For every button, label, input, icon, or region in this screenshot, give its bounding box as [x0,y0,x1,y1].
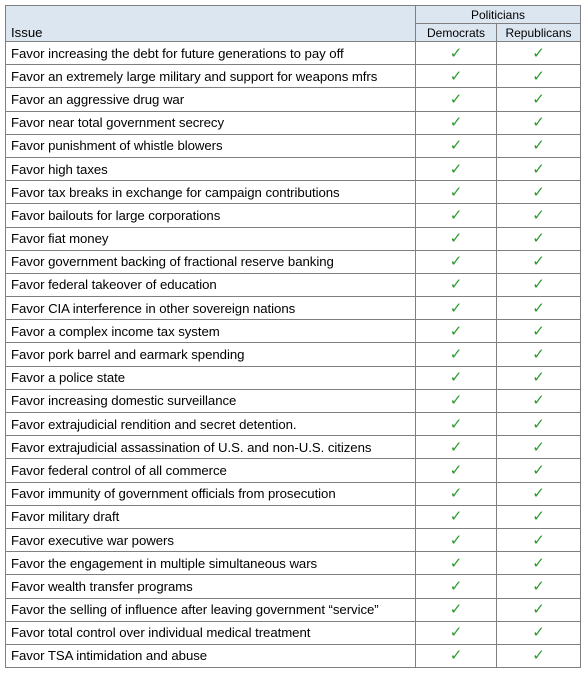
check-mark-icon: ✓ [449,460,463,479]
check-mark-icon: ✓ [449,205,463,224]
democrats-cell [416,65,497,88]
democrats-cell [416,181,497,204]
check-mark-icon: ✓ [532,229,545,248]
table-row [6,343,581,366]
table-row [6,621,581,644]
democrats-cell [416,436,497,459]
democrats-cell [416,157,497,180]
check-mark-icon: ✓ [449,553,463,572]
check-mark-icon: ✓ [532,391,545,410]
check-mark-icon: ✓ [449,507,463,526]
table-row [6,250,581,273]
republicans-cell [497,552,581,575]
check-mark-icon: ✓ [532,646,545,665]
democrats-cell [416,204,497,227]
republicans-cell [497,42,581,65]
table-row [6,297,581,320]
table-row [6,528,581,551]
check-mark-icon: ✓ [449,600,463,619]
democrats-cell [416,528,497,551]
democrats-cell [416,482,497,505]
check-mark-icon: ✓ [449,275,463,294]
republicans-cell [497,111,581,134]
democrats-cell [416,575,497,598]
democrats-cell [416,42,497,65]
check-mark-icon: ✓ [532,136,545,155]
check-mark-icon: ✓ [449,345,463,364]
issue-cell: Favor the engagement in multiple simultaneous wars [6,552,416,575]
table-row [6,436,581,459]
issue-cell: Favor fiat money [6,227,416,250]
table-row [6,157,581,180]
table-row [6,366,581,389]
republicans-cell [497,389,581,412]
republicans-cell [497,134,581,157]
check-mark-icon: ✓ [449,298,463,317]
issue-cell: Favor total control over individual medical treatment [6,621,416,644]
check-mark-icon: ✓ [449,437,463,456]
democrats-column-header: Democrats [416,24,497,42]
check-mark-icon: ✓ [449,113,463,132]
democrats-cell [416,320,497,343]
issues-table-container [5,5,580,668]
table-row [6,505,581,528]
check-mark-icon: ✓ [449,321,463,340]
issue-cell: Favor an extremely large military and support for weapons mfrs [6,65,416,88]
check-mark-icon: ✓ [532,345,545,364]
table-row [6,575,581,598]
issue-cell: Favor an aggressive drug war [6,88,416,111]
check-mark-icon: ✓ [532,321,545,340]
check-mark-icon: ✓ [449,576,463,595]
democrats-cell [416,111,497,134]
issue-cell: Favor punishment of whistle blowers [6,134,416,157]
republicans-cell [497,227,581,250]
table-row [6,42,581,65]
republicans-cell [497,297,581,320]
republicans-cell [497,273,581,296]
issue-cell: Favor federal control of all commerce [6,459,416,482]
table-row [6,273,581,296]
check-mark-icon: ✓ [449,414,463,433]
republicans-cell [497,157,581,180]
issue-cell: Favor federal takeover of education [6,273,416,296]
table-row [6,320,581,343]
issue-cell: Favor extrajudicial rendition and secret detention. [6,413,416,436]
republicans-cell [497,621,581,644]
table-row [6,65,581,88]
republicans-cell [497,505,581,528]
democrats-cell [416,505,497,528]
issue-cell: Favor a police state [6,366,416,389]
issue-cell: Favor CIA interference in other sovereign nations [6,297,416,320]
table-row [6,88,581,111]
republicans-cell [497,528,581,551]
check-mark-icon: ✓ [532,66,545,85]
check-mark-icon: ✓ [532,43,545,62]
democrats-cell [416,227,497,250]
republicans-cell [497,65,581,88]
democrats-cell [416,621,497,644]
check-mark-icon: ✓ [449,43,463,62]
democrats-cell [416,273,497,296]
republicans-cell [497,482,581,505]
check-mark-icon: ✓ [532,484,545,503]
democrats-cell [416,389,497,412]
table-row [6,644,581,667]
democrats-cell [416,250,497,273]
issue-column-header: Issue [6,6,416,42]
democrats-cell [416,413,497,436]
issue-cell: Favor military draft [6,505,416,528]
democrats-cell [416,297,497,320]
check-mark-icon: ✓ [532,553,545,572]
check-mark-icon: ✓ [532,205,545,224]
check-mark-icon: ✓ [449,484,463,503]
table-row [6,459,581,482]
republicans-cell [497,250,581,273]
check-mark-icon: ✓ [449,391,463,410]
democrats-cell [416,552,497,575]
check-mark-icon: ✓ [532,252,545,271]
check-mark-icon: ✓ [532,182,545,201]
democrats-cell [416,343,497,366]
check-mark-icon: ✓ [449,136,463,155]
issue-cell: Favor TSA intimidation and abuse [6,644,416,667]
table-row [6,482,581,505]
check-mark-icon: ✓ [449,646,463,665]
check-mark-icon: ✓ [449,623,463,642]
issue-cell: Favor executive war powers [6,528,416,551]
table-row [6,598,581,621]
republicans-cell [497,88,581,111]
issues-table [5,5,581,668]
check-mark-icon: ✓ [532,275,545,294]
check-mark-icon: ✓ [449,89,463,108]
table-row [6,413,581,436]
check-mark-icon: ✓ [532,89,545,108]
check-mark-icon: ✓ [532,530,545,549]
issue-cell: Favor wealth transfer programs [6,575,416,598]
republicans-column-header: Republicans [497,24,581,42]
check-mark-icon: ✓ [532,159,545,178]
check-mark-icon: ✓ [532,437,545,456]
republicans-cell [497,181,581,204]
republicans-cell [497,644,581,667]
issues-table-body [6,42,581,668]
issue-cell: Favor a complex income tax system [6,320,416,343]
democrats-cell [416,598,497,621]
democrats-cell [416,134,497,157]
issue-cell: Favor tax breaks in exchange for campaign contributions [6,181,416,204]
democrats-cell [416,644,497,667]
issue-cell: Favor increasing domestic surveillance [6,389,416,412]
issue-cell: Favor the selling of influence after leaving government “service” [6,598,416,621]
check-mark-icon: ✓ [532,600,545,619]
issue-cell: Favor government backing of fractional reserve banking [6,250,416,273]
republicans-cell [497,204,581,227]
check-mark-icon: ✓ [532,623,545,642]
republicans-cell [497,320,581,343]
table-row [6,204,581,227]
democrats-cell [416,459,497,482]
check-mark-icon: ✓ [532,414,545,433]
issue-cell: Favor immunity of government officials from prosecution [6,482,416,505]
republicans-cell [497,459,581,482]
republicans-cell [497,575,581,598]
issue-cell: Favor extrajudicial assassination of U.S. and non-U.S. citizens [6,436,416,459]
politicians-group-header: Politicians [416,6,581,24]
table-row [6,552,581,575]
republicans-cell [497,436,581,459]
table-row [6,181,581,204]
republicans-cell [497,366,581,389]
check-mark-icon: ✓ [449,252,463,271]
republicans-cell [497,343,581,366]
check-mark-icon: ✓ [532,507,545,526]
issue-cell: Favor pork barrel and earmark spending [6,343,416,366]
check-mark-icon: ✓ [449,66,463,85]
table-row [6,389,581,412]
republicans-cell [497,413,581,436]
check-mark-icon: ✓ [532,368,545,387]
issue-cell: Favor bailouts for large corporations [6,204,416,227]
table-row [6,227,581,250]
democrats-cell [416,88,497,111]
issue-cell: Favor increasing the debt for future generations to pay off [6,42,416,65]
democrats-cell [416,366,497,389]
issue-cell: Favor high taxes [6,157,416,180]
check-mark-icon: ✓ [449,159,463,178]
issue-cell: Favor near total government secrecy [6,111,416,134]
table-row [6,134,581,157]
check-mark-icon: ✓ [532,576,545,595]
table-row [6,111,581,134]
check-mark-icon: ✓ [449,182,463,201]
check-mark-icon: ✓ [532,298,545,317]
check-mark-icon: ✓ [532,460,545,479]
check-mark-icon: ✓ [449,368,463,387]
check-mark-icon: ✓ [532,113,545,132]
check-mark-icon: ✓ [449,229,463,248]
republicans-cell [497,598,581,621]
check-mark-icon: ✓ [449,530,463,549]
